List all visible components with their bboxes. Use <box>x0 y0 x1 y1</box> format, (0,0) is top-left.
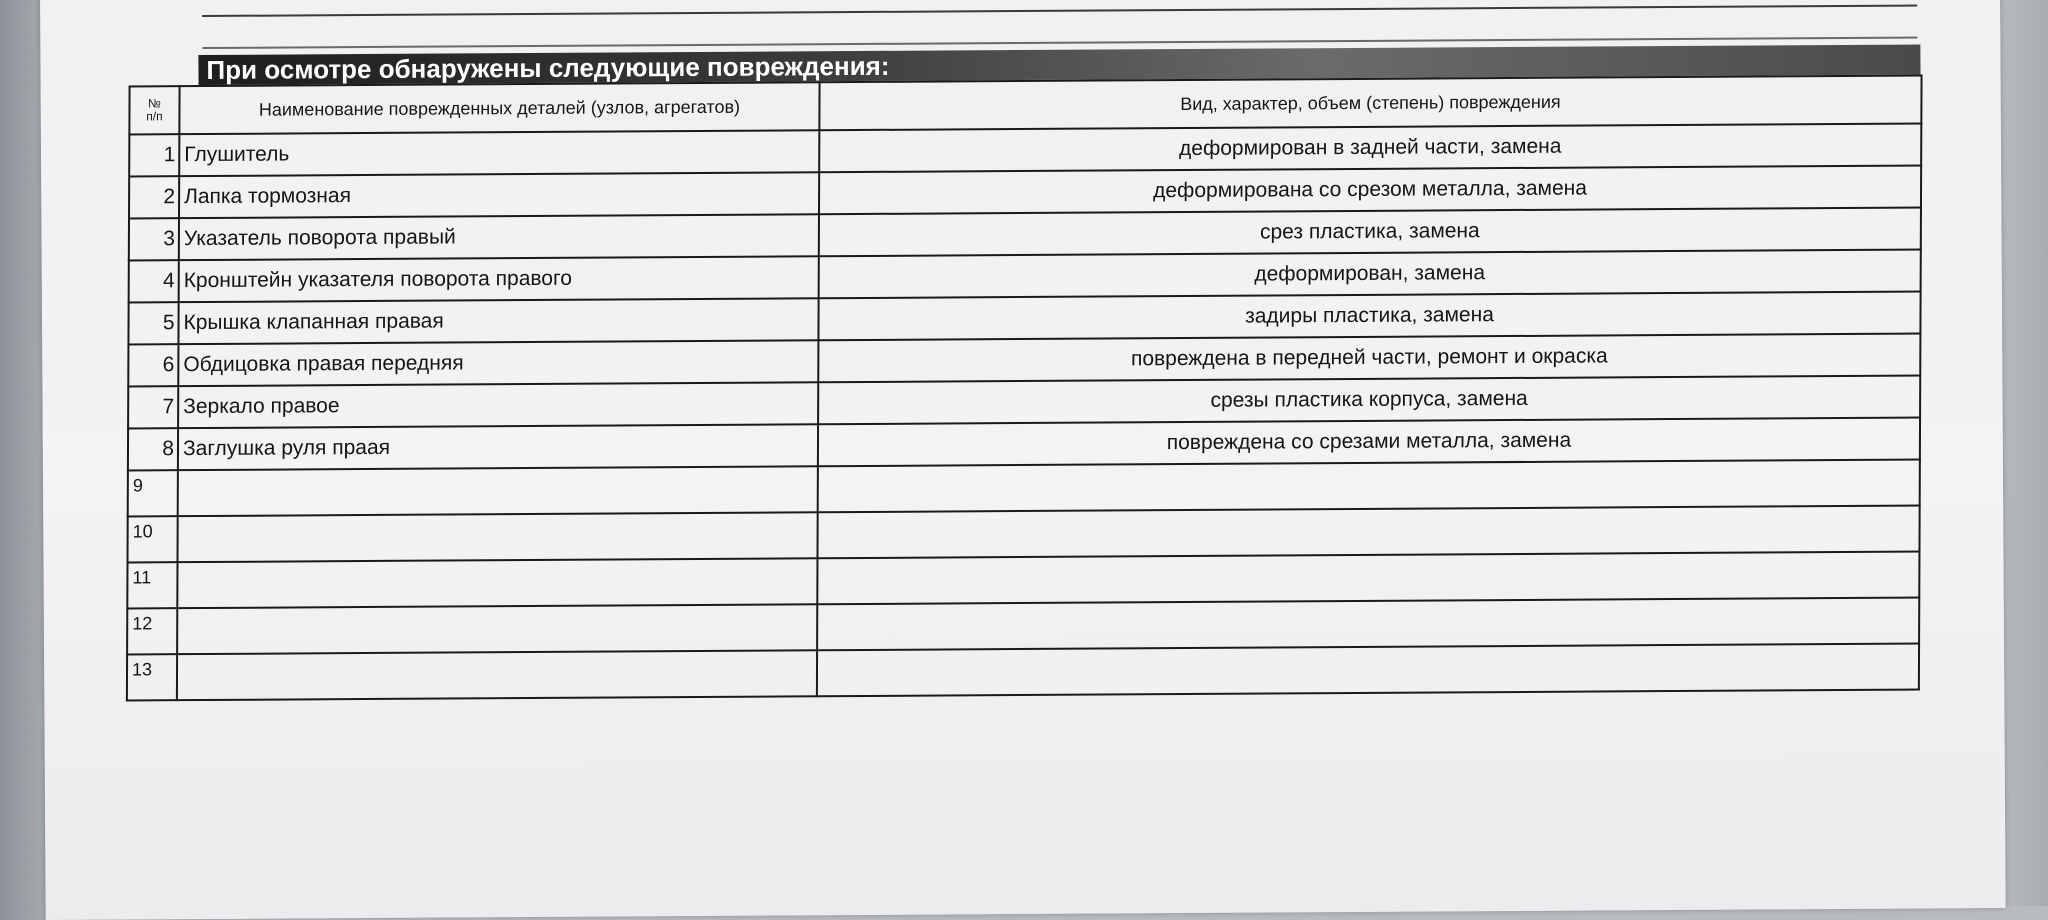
row-num: 13 <box>127 654 177 700</box>
row-part <box>177 650 817 700</box>
row-damage: повреждена в передней части, ремонт и окраска <box>818 334 1920 383</box>
header-part: Наименование поврежденных деталей (узлов, агрегатов) <box>179 82 819 134</box>
row-num: 2 <box>129 176 179 218</box>
row-part: Крышка клапанная правая <box>178 298 818 344</box>
row-num: 10 <box>128 516 178 562</box>
row-part: Зеркало правое <box>178 382 818 428</box>
row-part <box>177 558 817 608</box>
row-part: Заглушка руля праая <box>178 424 818 470</box>
header-num-abbrev: п/п <box>146 109 163 124</box>
table-row-empty <box>127 644 1919 701</box>
row-part: Обдицовка правая передняя <box>178 340 818 386</box>
row-num: 8 <box>128 428 178 470</box>
row-part <box>177 604 817 654</box>
row-num: 9 <box>128 470 178 516</box>
row-part: Кронштейн указателя поворота правого <box>179 256 819 302</box>
row-part <box>178 512 818 562</box>
header-num <box>129 86 179 134</box>
row-damage: повреждена со срезами металла, замена <box>818 418 1920 467</box>
row-num: 1 <box>129 134 179 176</box>
row-damage: деформирован в задней части, замена <box>819 124 1921 173</box>
row-part <box>178 466 818 516</box>
document-page <box>40 0 2006 920</box>
header-damage: Вид, характер, объем (степень) повреждения <box>819 76 1921 131</box>
row-num: 3 <box>129 218 179 260</box>
row-part: Указатель поворота правый <box>179 214 819 260</box>
row-damage <box>817 552 1919 605</box>
damage-table <box>126 75 1923 702</box>
row-damage: срезы пластика корпуса, замена <box>818 376 1920 425</box>
row-damage <box>817 506 1919 559</box>
row-num: 4 <box>129 260 179 302</box>
row-damage: деформирована со срезом металла, замена <box>819 166 1921 215</box>
row-damage: срез пластика, замена <box>819 208 1921 257</box>
row-damage: задиры пластика, замена <box>818 292 1920 341</box>
row-num: 6 <box>128 344 178 386</box>
section-header: При осмотре обнаружены следующие повреждения: <box>198 45 1920 86</box>
row-damage <box>817 598 1919 651</box>
row-part: Лапка тормозная <box>179 172 819 218</box>
row-damage <box>817 644 1919 697</box>
row-num: 7 <box>128 386 178 428</box>
top-rule <box>202 5 1917 17</box>
row-num: 11 <box>127 562 177 608</box>
row-num: 5 <box>128 302 178 344</box>
row-num: 12 <box>127 608 177 654</box>
row-damage <box>818 460 1920 513</box>
row-damage: деформирован, замена <box>819 250 1921 299</box>
row-part: Глушитель <box>179 130 819 176</box>
header-num-symbol: № <box>148 96 161 111</box>
